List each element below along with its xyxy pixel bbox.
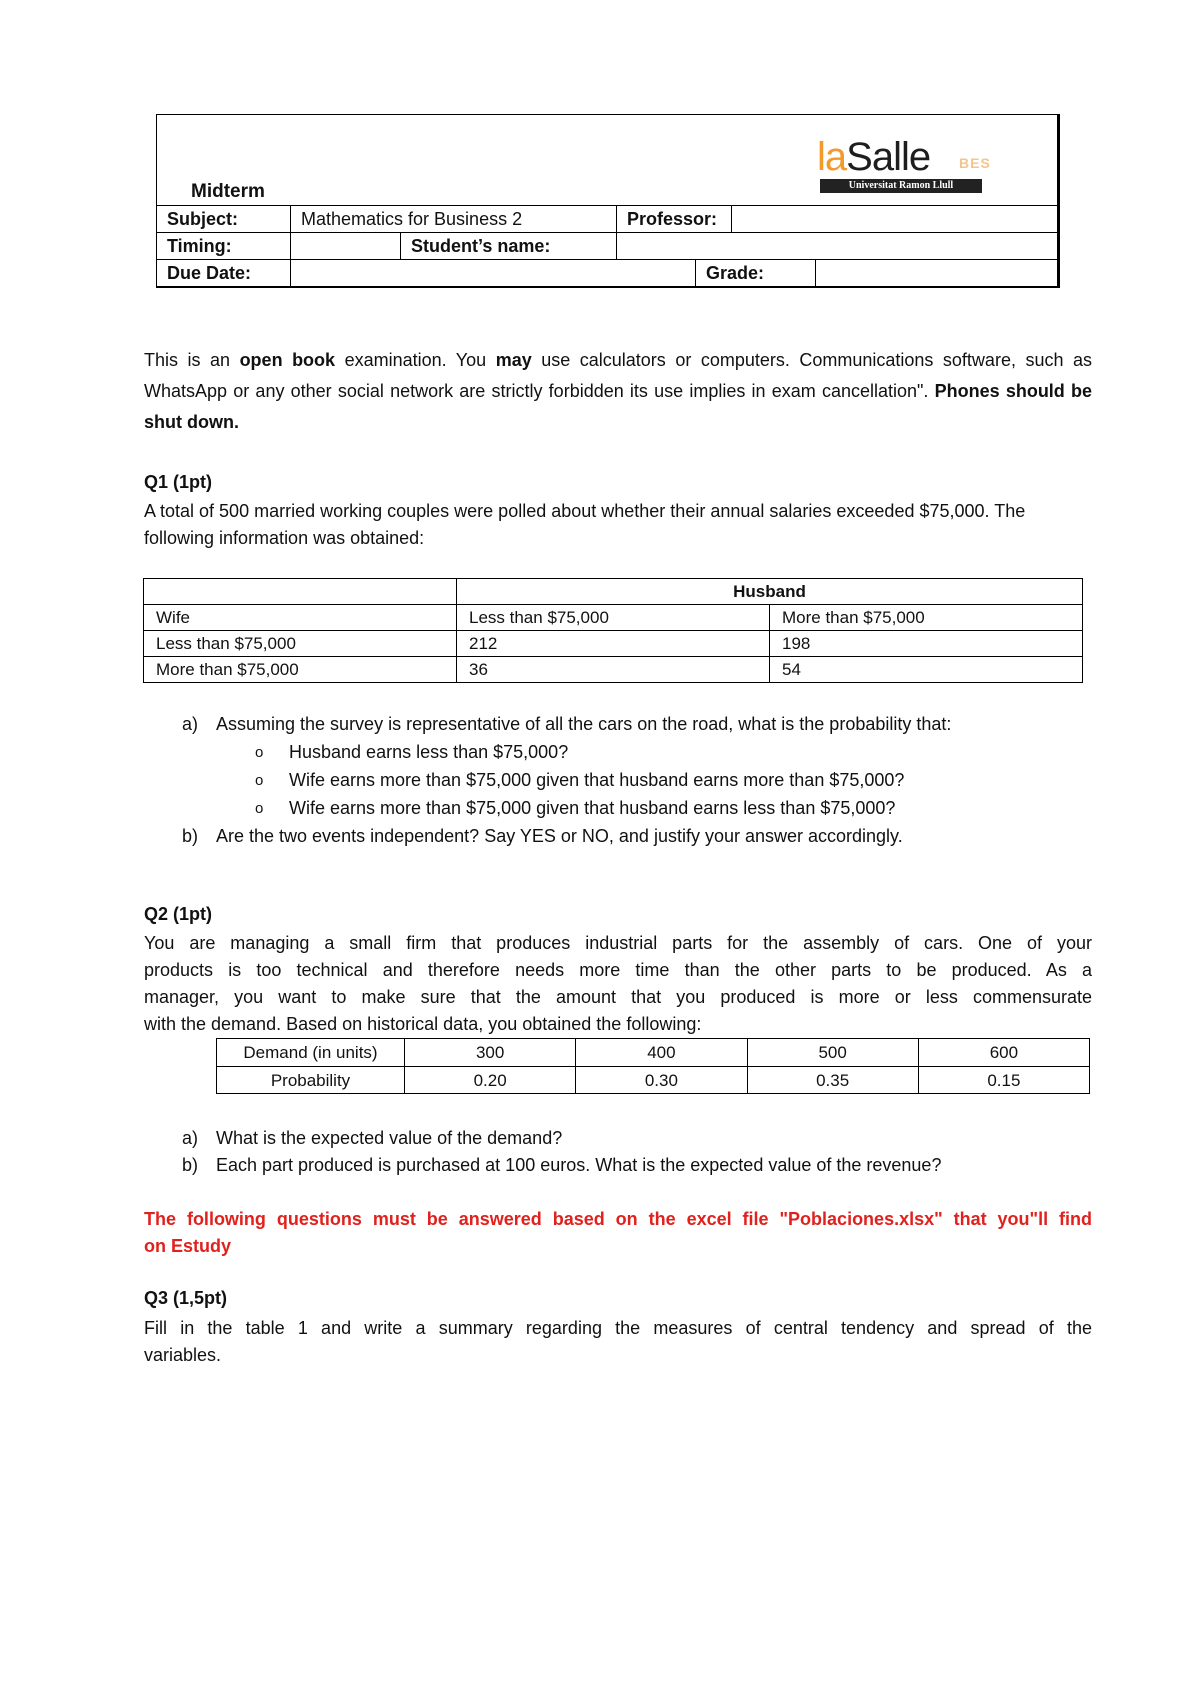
table-row: Less than $75,000 212 198 <box>144 631 1083 657</box>
q1-bullet-2: Wife earns more than $75,000 given that husband earns more than $75,000? <box>289 770 905 790</box>
header-row-timing <box>157 233 1057 260</box>
q1-salary-table <box>143 578 1083 683</box>
professor-label: Professor: <box>617 206 732 232</box>
q3-heading: Q3 (1,5pt) <box>144 1288 228 1308</box>
q2-line-4: with the demand. Based on historical data, you obtained the following: <box>144 1014 702 1034</box>
grade-value <box>816 260 1057 286</box>
q1-b-text: Are the two events independent? Say YES or NO, and justify your answer accordingly. <box>216 826 903 846</box>
intro-paragraph: This is an open book examination. You may use calculators or computers. Communications software, such as WhatsApp or any other social network are strictly forbidden its use implies in exam cancellation". Phones should be shut down. <box>144 350 1093 432</box>
header-row-subject <box>157 206 1057 233</box>
q2-b-marker: b) <box>182 1155 199 1175</box>
husband-header: Husband <box>457 579 1083 605</box>
lasalle-logo: laSalle BES Universitat Ramon Llull <box>817 135 991 191</box>
col-less-header: Less than $75,000 <box>457 605 770 631</box>
q1-heading: Q1 (1pt) <box>144 472 213 492</box>
q3-line-2: variables. <box>144 1345 222 1365</box>
q1-bullet-1: Husband earns less than $75,000? <box>289 742 569 762</box>
timing-value <box>291 233 401 259</box>
q1-bullet-3: Wife earns more than $75,000 given that husband earns less than $75,000? <box>289 798 896 818</box>
q3-line-1: Fill in the table 1 and write a summary regarding the measures of central tendency and spread of the <box>144 1318 1092 1338</box>
q2-line-2: products is too technical and therefore needs more time than the other parts to be produced. As a <box>144 960 1092 980</box>
header-row-due <box>157 260 1057 286</box>
notice-line-1: The following questions must be answered based on the excel file "Poblaciones.xlsx" that you"ll find <box>144 1209 1092 1229</box>
timing-label: Timing: <box>157 233 291 259</box>
table-row: Probability 0.20 0.30 0.35 0.15 <box>217 1067 1090 1094</box>
q1-text: A total of 500 married working couples were polled about whether their annual salaries exceeded $75,000. The following information was obtained: <box>144 501 1026 548</box>
q2-a-text: What is the expected value of the demand? <box>216 1128 563 1148</box>
student-name-value <box>617 233 1057 259</box>
q2-heading: Q2 (1pt) <box>144 904 213 924</box>
col-more-header: More than $75,000 <box>770 605 1083 631</box>
table-row: More than $75,000 36 54 <box>144 657 1083 683</box>
table-row: Demand (in units) 300 400 500 600 <box>217 1039 1090 1067</box>
grade-label: Grade: <box>696 260 816 286</box>
due-date-label: Due Date: <box>157 260 291 286</box>
q2-line-3: manager, you want to make sure that the amount that you produced is more or less commensurate <box>144 987 1092 1007</box>
bullet-icon: o <box>255 772 264 789</box>
bullet-icon: o <box>255 800 264 817</box>
q2-b-text: Each part produced is purchased at 100 euros. What is the expected value of the revenue? <box>216 1155 942 1175</box>
wife-header: Wife <box>144 605 457 631</box>
q1-b-marker: b) <box>182 826 199 846</box>
student-name-label: Student’s name: <box>401 233 617 259</box>
q2-a-marker: a) <box>182 1128 199 1148</box>
header-top <box>157 115 1057 206</box>
exam-header <box>156 114 1060 288</box>
q1-a-marker: a) <box>182 714 199 734</box>
professor-value <box>732 206 1057 232</box>
subject-label: Subject: <box>157 206 291 232</box>
subject-value: Mathematics for Business 2 <box>291 206 617 232</box>
notice-line-2: on Estudy <box>144 1236 232 1256</box>
exam-title: Midterm <box>191 181 265 202</box>
q1-a-text: Assuming the survey is representative of all the cars on the road, what is the probability that: <box>216 714 952 734</box>
due-date-value <box>291 260 696 286</box>
q2-line-1: You are managing a small firm that produces industrial parts for the assembly of cars. One of your <box>144 933 1092 953</box>
bullet-icon: o <box>255 744 264 761</box>
q2-demand-table <box>216 1038 1090 1094</box>
table-cell <box>144 579 457 605</box>
